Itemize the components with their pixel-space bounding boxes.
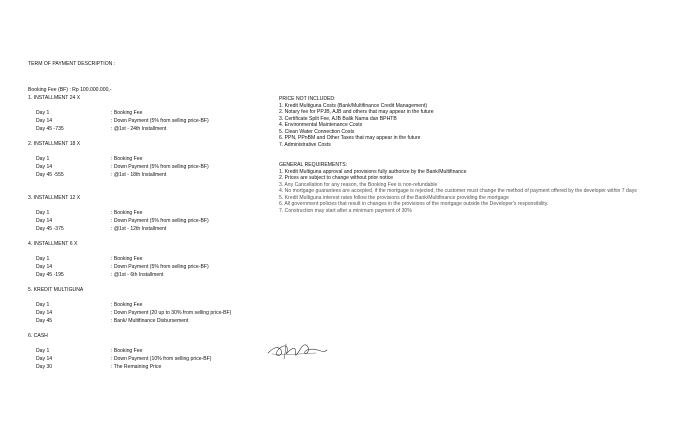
schedule-row [36,156,142,162]
schedule-row [36,226,166,232]
day-label: Day 14 [36,164,53,170]
list-item: 3. Any Cancellation for any reason, the Booking Fee is non-refundable [279,181,438,188]
list-item: 4. Environmental Maintenance Costs [279,122,363,128]
day-label: Day 14 [36,310,53,316]
list-item: 2. Prices are subject to change without prior notice [279,175,394,181]
day-label: Day 30 [36,364,53,370]
section-title: 6. CASH [28,333,48,339]
list-item: 2. Notary fee for PPJB, AJB and others that may appear in the future [279,109,434,115]
schedule-row [36,318,188,324]
section-title: 4. INSTALLMENT 6 X [28,241,78,247]
schedule-row [36,164,209,170]
day-description: : Down Payment (5% from selling price-BF) [111,264,209,270]
day-description: : Down Payment (20 up to 30% from selling price-BF) [111,310,232,316]
day-description: : Booking Fee [111,156,143,162]
day-label: Day 14 [36,218,53,224]
schedule-row [36,210,142,216]
schedule-row [36,364,161,370]
price-not-included-title: PRICE NOT INCLUDED: [279,96,336,102]
document-title: TERM OF PAYMENT DESCRIPTION : [28,61,116,67]
schedule-row [36,356,212,362]
schedule-row [36,264,209,270]
day-label: Day 1 [36,302,50,308]
booking-fee-line: Booking Fee (BF) : Rp 100.000.000,- [28,87,112,93]
day-label: Day 1 [36,256,50,262]
list-item: 3. Certificate Split Fee, AJB Balik Nama dan BPHTB [279,115,397,122]
day-description: : Down Payment (5% from selling price-BF) [111,118,209,124]
day-description: : The Remaining Price [111,364,162,370]
day-label: Day 45 -555 [36,172,64,178]
day-description: : Down Payment (5% from selling price-BF) [111,164,209,170]
list-item: 6. PPN, PPnBM and Other Taxes that may appear in the future [279,135,421,141]
day-description: : @1st - 24th Installment [111,126,167,132]
day-description: : @1st - 18th Installment [111,172,167,178]
day-label: Day 45 [36,318,53,324]
day-description: : @1st - 12th Installment [111,226,167,232]
general-requirements [279,162,637,214]
schedule-row [36,126,166,132]
general-requirements-title: GENERAL REQUIREMENTS: [279,162,348,168]
day-label: Day 1 [36,210,50,216]
list-item: 6. All government policies that result in changes in the provisions of the mortgage outside the Developer's responsibility. [279,201,549,207]
day-label: Day 14 [36,264,53,270]
list-item: 1. Kredit Multiguna approval and provisions fully authorize by the Bank/Multifinance [279,168,467,175]
day-description: : Booking Fee [111,256,143,262]
section-title: 2. INSTALLMENT 18 X [28,141,81,147]
day-description: : @1st - 6th Installment [111,272,164,278]
list-item: 7. Administrative Costs [279,141,331,148]
day-description: : Booking Fee [111,302,143,308]
schedule-row [36,256,142,262]
day-description: : Down Payment (10% from selling price-BF) [111,356,212,362]
section-title: 5. KREDIT MULTIGUNA [28,287,84,293]
day-label: Day 45 -375 [36,226,64,232]
schedule-row [36,348,142,354]
day-label: Day 45 -195 [36,272,64,278]
schedule-row [36,272,163,278]
list-item: 7. Construction may start after a minimum payment of 30% [279,207,412,214]
schedule-row [36,172,166,178]
day-label: Day 1 [36,156,50,162]
list-item: 1. Kredit Multiguna Costs (Bank/Multifinance Credit Management) [279,102,428,109]
price-not-included [279,96,434,148]
day-description: : Booking Fee [111,110,143,116]
day-description: : Booking Fee [111,348,143,354]
day-label: Day 1 [36,348,50,354]
day-description: : Down Payment (5% from selling price-BF) [111,218,209,224]
day-label: Day 14 [36,356,53,362]
day-description: : Bank/ Multifinance Disbursement [111,318,189,324]
day-label: Day 14 [36,118,53,124]
list-item: 5. Kredit Multiguna interest rates follow the provisions of the Bank/Multifinance providing the mortgage [279,194,509,201]
list-item: 4. No mortgage guarantees are accepted, if the mortgage is rejected, the customer must change the method of payment offered by the developer within 7 days [279,188,637,194]
day-label: Day 1 [36,110,50,116]
schedule-row [36,302,142,308]
section-title: 1. INSTALLMENT 24 X [28,95,81,101]
section-title: 3. INSTALLMENT 12 X [28,195,81,201]
day-label: Day 45 -735 [36,126,64,132]
schedule-row [36,218,209,224]
schedule-row [36,110,142,116]
signature-icon [264,338,330,362]
list-item: 5. Clean Water Connection Costs [279,128,355,135]
schedule-row [36,118,209,124]
day-description: : Booking Fee [111,210,143,216]
schedule-row [36,310,231,316]
